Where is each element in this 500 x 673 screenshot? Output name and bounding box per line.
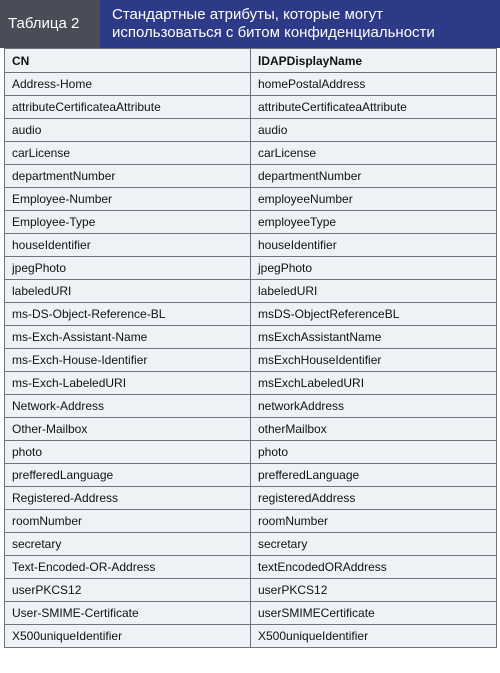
table-row bbox=[5, 395, 497, 418]
cell-cn: Network-Address bbox=[5, 395, 251, 418]
table-row bbox=[5, 625, 497, 648]
table-row bbox=[5, 165, 497, 188]
cell-ldap-display-name: houseIdentifier bbox=[251, 234, 497, 257]
cell-cn: X500uniqueIdentifier bbox=[5, 625, 251, 648]
cell-ldap-display-name: msDS-ObjectReferenceBL bbox=[251, 303, 497, 326]
cell-cn: prefferedLanguage bbox=[5, 464, 251, 487]
cell-cn: ms-DS-Object-Reference-BL bbox=[5, 303, 251, 326]
table-row bbox=[5, 119, 497, 142]
table-row bbox=[5, 142, 497, 165]
cell-ldap-display-name: textEncodedORAddress bbox=[251, 556, 497, 579]
cell-ldap-display-name: attributeCertificateaAttribute bbox=[251, 96, 497, 119]
table-row bbox=[5, 441, 497, 464]
table-row bbox=[5, 234, 497, 257]
header-cn: CN bbox=[5, 49, 251, 73]
cell-ldap-display-name: networkAddress bbox=[251, 395, 497, 418]
cell-cn: labeledURI bbox=[5, 280, 251, 303]
cell-ldap-display-name: msExchAssistantName bbox=[251, 326, 497, 349]
cell-ldap-display-name: carLicense bbox=[251, 142, 497, 165]
cell-cn: roomNumber bbox=[5, 510, 251, 533]
cell-ldap-display-name: jpegPhoto bbox=[251, 257, 497, 280]
header-ldap-display-name: lDAPDisplayName bbox=[251, 49, 497, 73]
cell-ldap-display-name: employeeType bbox=[251, 211, 497, 234]
cell-cn: ms-Exch-House-Identifier bbox=[5, 349, 251, 372]
cell-cn: Employee-Number bbox=[5, 188, 251, 211]
attributes-table bbox=[4, 48, 497, 648]
table-row bbox=[5, 372, 497, 395]
table-body bbox=[5, 73, 497, 648]
cell-cn: Registered-Address bbox=[5, 487, 251, 510]
table-number-label: Таблица 2 bbox=[0, 0, 100, 48]
cell-cn: houseIdentifier bbox=[5, 234, 251, 257]
cell-cn: Other-Mailbox bbox=[5, 418, 251, 441]
table-row bbox=[5, 556, 497, 579]
cell-cn: User-SMIME-Certificate bbox=[5, 602, 251, 625]
table-row bbox=[5, 533, 497, 556]
cell-ldap-display-name: msExchHouseIdentifier bbox=[251, 349, 497, 372]
table-row bbox=[5, 349, 497, 372]
cell-cn: Text-Encoded-OR-Address bbox=[5, 556, 251, 579]
cell-cn: Address-Home bbox=[5, 73, 251, 96]
cell-ldap-display-name: X500uniqueIdentifier bbox=[251, 625, 497, 648]
cell-ldap-display-name: userPKCS12 bbox=[251, 579, 497, 602]
table-row bbox=[5, 188, 497, 211]
table-title: Стандартные атрибуты, которые могут использоваться с битом конфиденциальности bbox=[112, 6, 435, 41]
cell-cn: secretary bbox=[5, 533, 251, 556]
table-row bbox=[5, 303, 497, 326]
table-row bbox=[5, 510, 497, 533]
cell-ldap-display-name: prefferedLanguage bbox=[251, 464, 497, 487]
cell-ldap-display-name: labeledURI bbox=[251, 280, 497, 303]
table-header-row bbox=[5, 49, 497, 73]
table-row bbox=[5, 326, 497, 349]
cell-ldap-display-name: secretary bbox=[251, 533, 497, 556]
cell-ldap-display-name: roomNumber bbox=[251, 510, 497, 533]
cell-ldap-display-name: employeeNumber bbox=[251, 188, 497, 211]
table-row bbox=[5, 418, 497, 441]
table-row bbox=[5, 73, 497, 96]
table-row bbox=[5, 579, 497, 602]
table-row bbox=[5, 211, 497, 234]
cell-ldap-display-name: audio bbox=[251, 119, 497, 142]
cell-cn: ms-Exch-LabeledURI bbox=[5, 372, 251, 395]
table-row bbox=[5, 257, 497, 280]
cell-ldap-display-name: registeredAddress bbox=[251, 487, 497, 510]
cell-cn: photo bbox=[5, 441, 251, 464]
cell-cn: ms-Exch-Assistant-Name bbox=[5, 326, 251, 349]
table-row bbox=[5, 464, 497, 487]
cell-cn: Employee-Type bbox=[5, 211, 251, 234]
table-row bbox=[5, 602, 497, 625]
table-row bbox=[5, 487, 497, 510]
table-caption-bar bbox=[0, 0, 500, 48]
cell-ldap-display-name: msExchLabeledURI bbox=[251, 372, 497, 395]
cell-ldap-display-name: photo bbox=[251, 441, 497, 464]
cell-cn: jpegPhoto bbox=[5, 257, 251, 280]
table-row bbox=[5, 96, 497, 119]
cell-cn: audio bbox=[5, 119, 251, 142]
cell-cn: carLicense bbox=[5, 142, 251, 165]
cell-ldap-display-name: userSMIMECertificate bbox=[251, 602, 497, 625]
cell-cn: departmentNumber bbox=[5, 165, 251, 188]
cell-ldap-display-name: homePostalAddress bbox=[251, 73, 497, 96]
cell-ldap-display-name: otherMailbox bbox=[251, 418, 497, 441]
cell-cn: userPKCS12 bbox=[5, 579, 251, 602]
table-row bbox=[5, 280, 497, 303]
cell-ldap-display-name: departmentNumber bbox=[251, 165, 497, 188]
cell-cn: attributeCertificateaAttribute bbox=[5, 96, 251, 119]
